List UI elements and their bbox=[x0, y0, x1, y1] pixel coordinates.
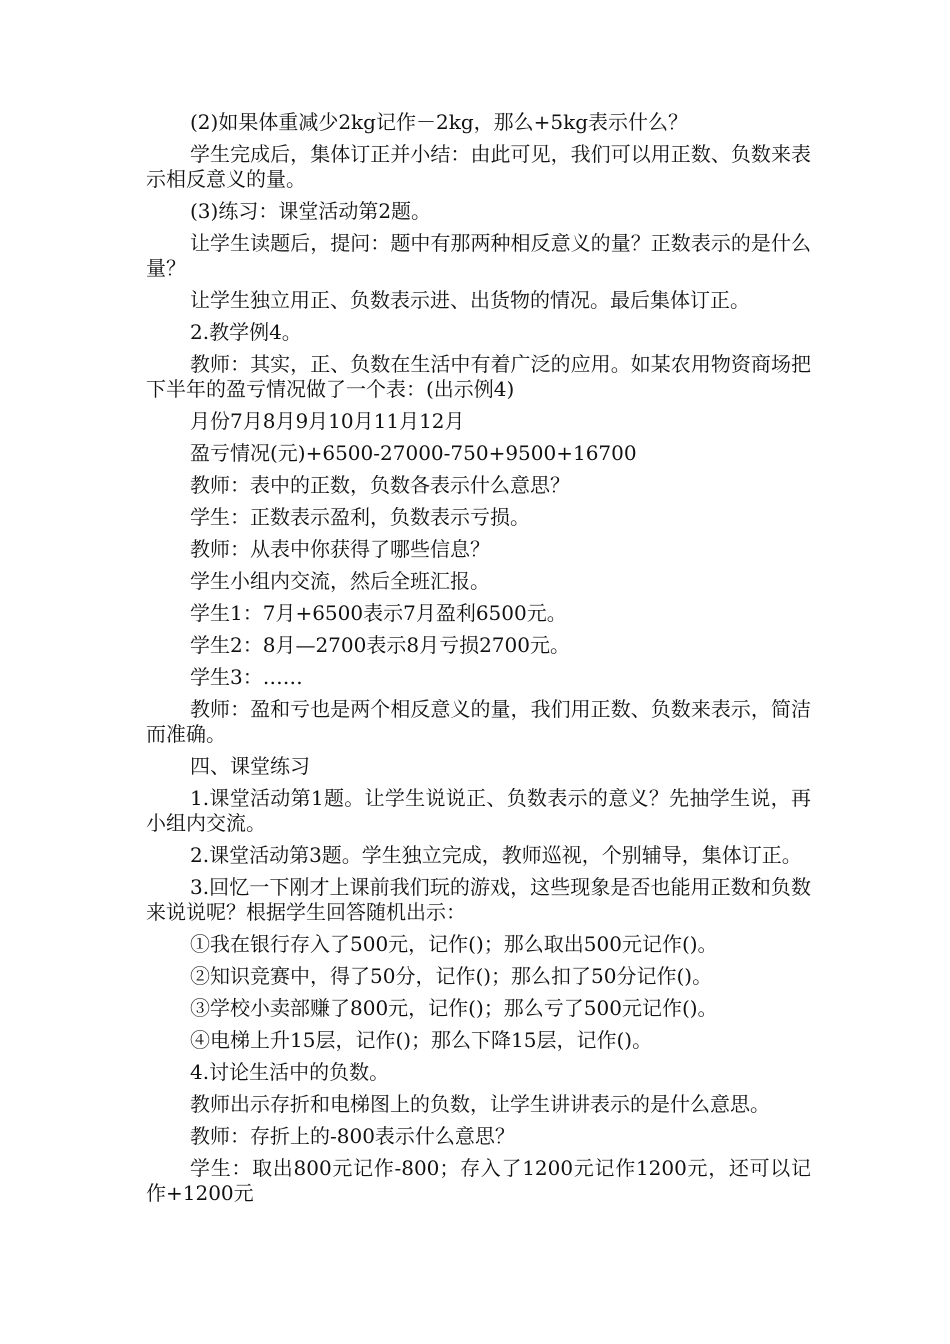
paragraph: 学生：正数表示盈利，负数表示亏损。 bbox=[190, 505, 530, 529]
paragraph: 教师：其实，正、负数在生活中有着广泛的应用。如某农用物资商场把下半年的盈亏情况做了一个表：(出示例4) bbox=[146, 352, 811, 401]
list-item: ②知识竞赛中，得了50分，记作()；那么扣了50分记作()。 bbox=[190, 964, 713, 988]
paragraph: 2.课堂活动第3题。学生独立完成，教师巡视，个别辅导，集体订正。 bbox=[190, 843, 802, 867]
paragraph: 教师：存折上的-800表示什么意思？ bbox=[190, 1124, 515, 1148]
document-body bbox=[146, 110, 811, 1213]
paragraph: 学生：取出800元记作-800；存入了1200元记作1200元，还可以记作+1200元 bbox=[146, 1156, 811, 1205]
list-item: ③学校小卖部赚了800元，记作()；那么亏了500元记作()。 bbox=[190, 996, 718, 1020]
paragraph: 学生2：8月—2700表示8月亏损2700元。 bbox=[190, 633, 570, 657]
paragraph: 教师：表中的正数，负数各表示什么意思？ bbox=[190, 473, 570, 497]
paragraph: 教师：盈和亏也是两个相反意义的量，我们用正数、负数来表示，简洁而准确。 bbox=[146, 697, 811, 746]
paragraph: 让学生读题后，提问：题中有那两种相反意义的量？正数表示的是什么量？ bbox=[146, 231, 811, 280]
paragraph: 学生小组内交流，然后全班汇报。 bbox=[190, 569, 490, 593]
paragraph: (3)练习：课堂活动第2题。 bbox=[190, 199, 432, 223]
paragraph: 1.课堂活动第1题。让学生说说正、负数表示的意义？先抽学生说，再小组内交流。 bbox=[146, 786, 811, 835]
paragraph: 学生完成后，集体订正并小结：由此可见，我们可以用正数、负数来表示相反意义的量。 bbox=[146, 142, 811, 191]
paragraph: 4.讨论生活中的负数。 bbox=[190, 1060, 390, 1084]
paragraph: (2)如果体重减少2kg记作－2kg，那么+5kg表示什么？ bbox=[190, 110, 689, 134]
paragraph: 3.回忆一下刚才上课前我们玩的游戏，这些现象是否也能用正数和负数来说说呢？根据学生回答随机出示： bbox=[146, 875, 811, 924]
paragraph: 月份7月8月9月10月11月12月 bbox=[190, 409, 465, 433]
paragraph: 2.教学例4。 bbox=[190, 320, 302, 344]
list-item: ①我在银行存入了500元，记作()；那么取出500元记作()。 bbox=[190, 932, 718, 956]
paragraph: 教师：从表中你获得了哪些信息？ bbox=[190, 537, 490, 561]
paragraph: 盈亏情况(元)+6500-27000-750+9500+16700 bbox=[190, 441, 637, 465]
section-heading: 四、课堂练习 bbox=[190, 754, 310, 778]
paragraph: 学生3：…… bbox=[190, 665, 303, 689]
paragraph: 学生1：7月+6500表示7月盈利6500元。 bbox=[190, 601, 567, 625]
paragraph: 教师出示存折和电梯图上的负数，让学生讲讲表示的是什么意思。 bbox=[190, 1092, 770, 1116]
list-item: ④电梯上升15层，记作()；那么下降15层，记作()。 bbox=[190, 1028, 653, 1052]
paragraph: 让学生独立用正、负数表示进、出货物的情况。最后集体订正。 bbox=[190, 288, 750, 312]
